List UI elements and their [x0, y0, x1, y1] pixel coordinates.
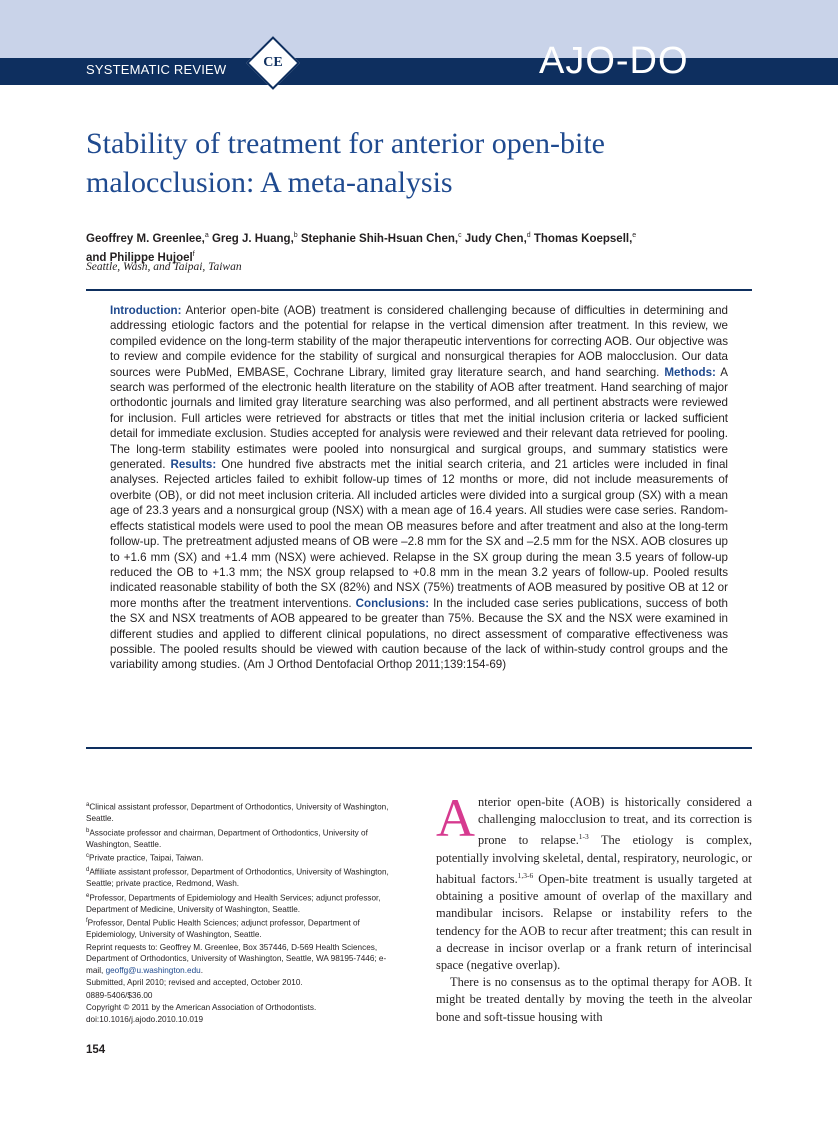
author-affiliation-mark: e	[632, 232, 637, 239]
author-name: Thomas Koepsell,	[533, 232, 633, 245]
footnote: $^f$Professor, Dental Public Health Sciences; adjunct professor, Department of Epidemiology, University of Washington, Seattle.	[86, 918, 360, 940]
ce-badge-text: CE	[263, 55, 283, 70]
copyright: Copyright © 2011 by the American Association of Orthodontists.	[86, 1002, 317, 1012]
author-location: Seattle, Wash, and Taipai, Taiwan	[86, 261, 242, 273]
abstract-bottom-rule	[86, 747, 752, 749]
body-paragraph: There is no consensus as to the optimal therapy for AOB. It might be treated dentally by moving the teeth in the alveolar bone and soft-tissue housing with	[436, 975, 752, 1024]
header-band	[0, 0, 838, 58]
abstract-intro-heading: Introduction:	[110, 304, 182, 317]
price-code: 0889-5406/$36.00	[86, 990, 153, 1000]
author-name: Greg J. Huang,	[211, 232, 294, 245]
abstract-conclusions-heading: Conclusions:	[355, 596, 430, 610]
drop-cap: A	[436, 788, 475, 848]
footnotes	[86, 800, 403, 1027]
email-link[interactable]: geoffg@u.washington.edu	[105, 965, 201, 975]
abstract-intro-text: Anterior open-bite (AOB) treatment is considered challenging because of difficulties in determining and addressing etiologic factors and the potential for relapse in the vertical dimension after treatment. In this review, we compiled evidence on the long-term stability of the major therapeutic interventions for correcting AOB. Our objective was to review and compile evidence for the stability of surgical and nonsurgical therapies for AOB malocclusion. Our data sources were PubMed, EMBASE, Cochrane Library, limited gray literature search, and hand searching.	[110, 304, 728, 379]
author-affiliation-mark: c	[458, 232, 462, 239]
citation[interactable]: 1,3-6	[517, 870, 534, 880]
footnote: $^e$Professor, Departments of Epidemiology and Health Services; adjunct professor, Department of Medicine, University of Washington, Seattle.	[86, 892, 381, 914]
author-name: Geoffrey M. Greenlee,	[86, 232, 205, 245]
footnote: $^d$Affiliate assistant professor, Department of Orthodontics, University of Washington, Seattle; private practice, Redmond, Wash.	[86, 867, 389, 889]
abstract-methods-heading: Methods:	[664, 365, 716, 379]
author-name: and Philippe Hujoel	[86, 251, 193, 264]
page-number: 154	[86, 1044, 106, 1056]
reprint-request: Reprint requests to: Geoffrey M. Greenlee, Box 357446, D-569 Health Sciences, Department of Orthodontics, University of Washington, Seattle, WA 98195-7446; e-mail, geoffg@u.washington.edu.	[86, 942, 387, 975]
abstract-results-heading: Results:	[170, 458, 217, 472]
body-paragraph: Anterior open-bite (AOB) is historically considered a challenging malocclusion to treat, and its correction is prone to relapse.$^{1-3}$ The etiology is complex, potentially involving skeletal, dental, respiratory, neurologic, or habitual factors.$^{1,3-6}$ Open-bite treatment is usually targeted at obtaining a positive amount of overlap of the maxillary and mandibular incisors. Relapse or instability refers to the tendency for the AOB to recur after treatment; this can result in a decrease in incisor overlap or a frank return of interincisal space (negative overlap).	[436, 788, 752, 973]
citation[interactable]: 1-3	[578, 832, 589, 842]
section-label: SYSTEMATIC REVIEW	[86, 62, 227, 77]
body-text	[436, 788, 752, 1026]
footnote: $^c$Private practice, Taipai, Taiwan.	[86, 853, 204, 863]
author-affiliation-mark: f	[192, 250, 195, 258]
article-title: Stability of treatment for anterior open-bite malocclusion: A meta-analysis	[86, 127, 605, 199]
footnote: $^a$Clinical assistant professor, Department of Orthodontics, University of Washington, Seattle.	[86, 802, 389, 824]
submission-date: Submitted, April 2010; revised and accepted, October 2010.	[86, 978, 303, 988]
abstract-top-rule	[86, 289, 752, 291]
author-list	[86, 228, 736, 266]
author-affiliation-mark: d	[526, 232, 531, 239]
author-name: Judy Chen,	[464, 232, 527, 245]
author-affiliation-mark: b	[293, 232, 298, 239]
abstract-results-text: One hundred five abstracts met the initial search criteria, and 21 articles were included in final analyses. Rejected articles failed to exhibit follow-up times of 12 months or more, did not include measurements of overbite (OB), or did not meet inclusion criteria. All included articles were divided into a surgical group (SX) with a mean age of 23.3 years and a nonsurgical group (NSX) with a mean age of 16.4 years. All studies were case series. Random-effects statistical models were used to pool the mean OB measures before and after treatment and also at the long-term follow-up. The pretreatment adjusted means of OB were –2.8 mm for the SX and –2.5 mm for the NSX. AOB closures up to +1.6 mm (SX) and +1.4 mm (NSX) were achieved. Relapse in the SX group during the mean 3.5 years of follow-up reduced the OB to +1.3 mm; the NSX group relapsed to +0.8 mm in the mean 3.2 years of follow-up. Pooled results indicated reasonable stability of both the SX (82%) and NSX (75%) treatments of AOB measured by positive OB at 12 or more months after the treatment interventions.	[110, 458, 728, 610]
author-name: Stephanie Shih-Hsuan Chen,	[300, 232, 459, 245]
abstract-conclusions-text: In the included case series publications, success of both the SX and NSX treatments of AOB appeared to be greater than 75%. Because the SX and the NSX were examined in different studies and applied to different clinical populations, no direct assessment of comparative effectiveness was possible. The pooled results should be viewed with caution because of the lack of within-study control groups and the variability among studies. (Am J Orthod Dentofacial Orthop 2011;139:154-69)	[110, 596, 728, 672]
abstract	[110, 303, 728, 673]
footnote: $^b$Associate professor and chairman, Department of Orthodontics, University of Washington, Seattle.	[86, 827, 368, 849]
abstract-methods-text: A search was performed of the electronic health literature on the stability of AOB after treatment. Hand searching of major orthodontic journals and limited gray literature searching was also performed, and all pertinent abstracts were reviewed for inclusion. Full articles were retrieved for abstracts or titles that met the initial inclusion criteria or lacked sufficient detail for immediate exclusion. Studies accepted for analysis were reviewed and their relevant data retrieved for pooling. The long-term stability estimates were pooled into nonsurgical and surgical groups, and summary statistics were generated.	[110, 365, 728, 472]
author-affiliation-mark: a	[204, 232, 209, 239]
journal-logo: AJO-DO	[539, 40, 689, 82]
doi: doi:10.1016/j.ajodo.2010.10.019	[86, 1015, 204, 1025]
